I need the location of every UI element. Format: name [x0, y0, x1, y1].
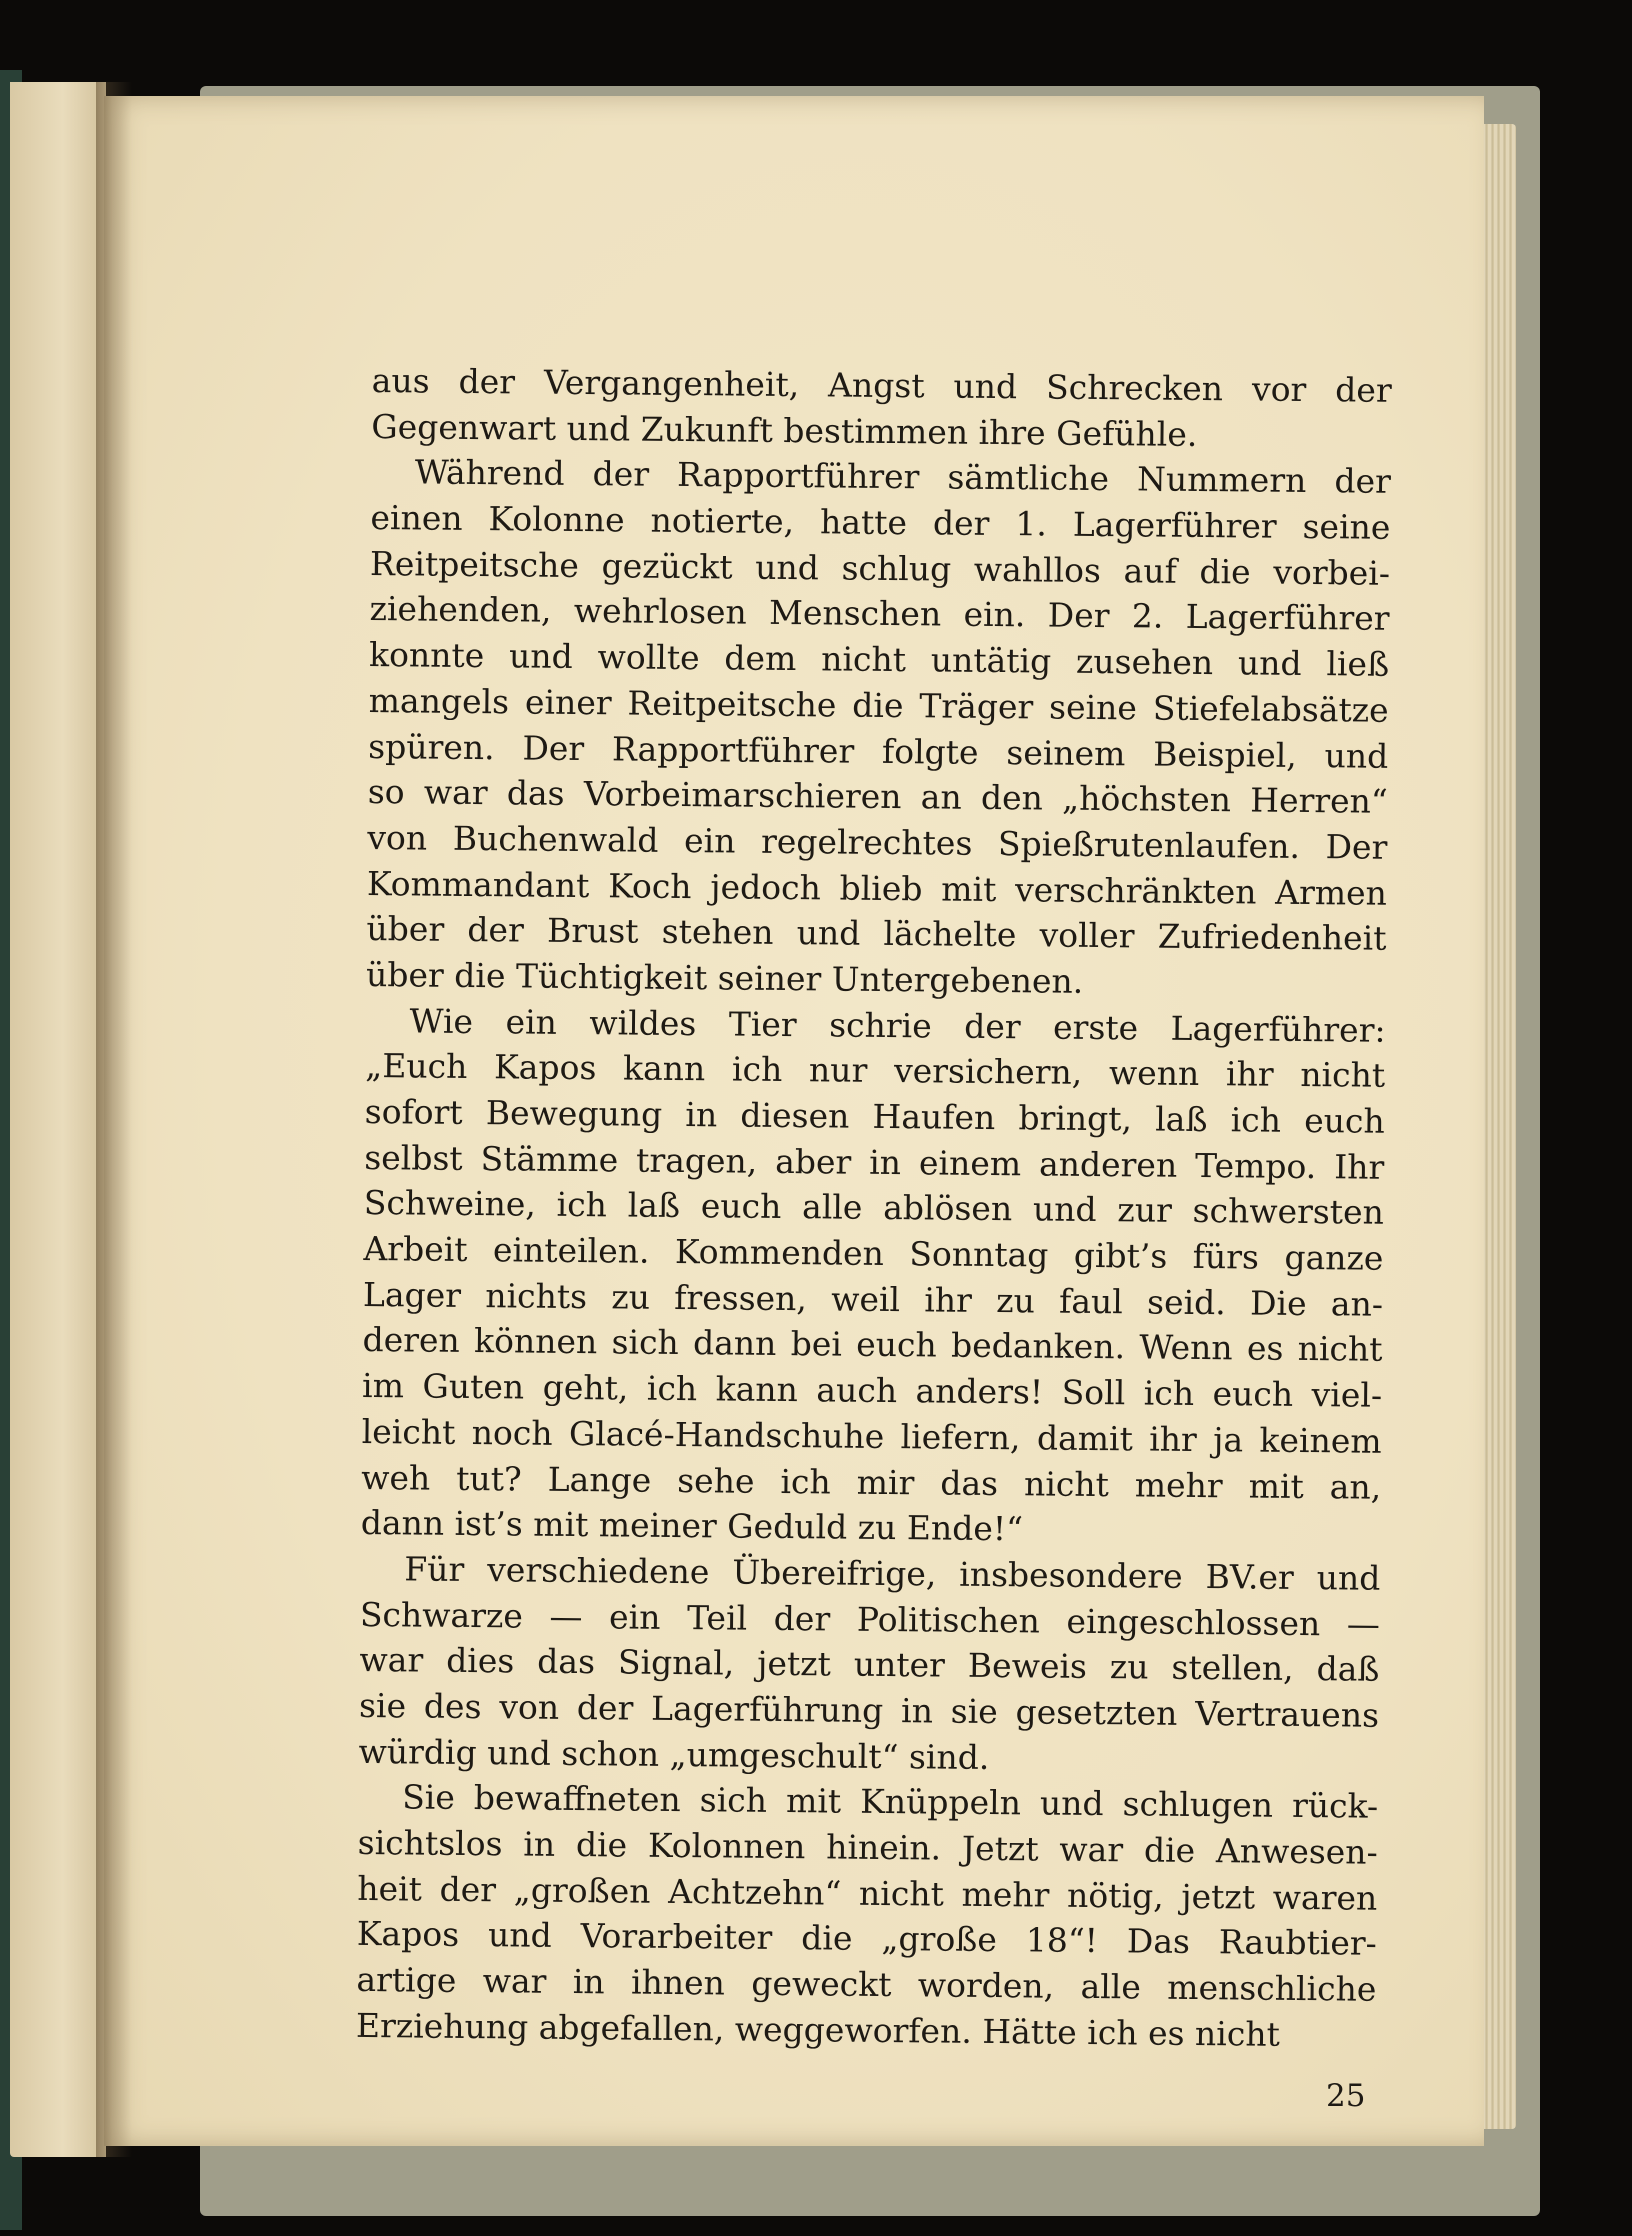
text-line: deren können sich dann bei euch bedanken. Wenn es nicht [362, 1320, 1383, 1370]
text-line: sofort Bewegung in diesen Haufen bringt, laß ich euch [364, 1091, 1385, 1141]
text-line: heit der „großen Achtzehn“ nicht mehr nötig, jetzt waren [357, 1868, 1378, 1918]
text-line: Sie bewaffneten sich mit Knüppeln und schlugen rück- [401, 1777, 1379, 1827]
page-number: 25 [1326, 2078, 1366, 2114]
text-line: „Euch Kapos kann ich nur versichern, wenn ihr nicht [365, 1046, 1386, 1096]
text-line: Schweine, ich laß euch alle ablösen und zur schwersten [363, 1183, 1385, 1233]
text-line: sie des von der Lagerführung in sie gesetzten Vertrauens [358, 1685, 1380, 1735]
text-line: dann ist’s mit meiner Geduld zu Ende!“ [360, 1503, 1024, 1549]
text-line: sichtslos in die Kolonnen hinein. Jetzt war die Anwesen- [357, 1822, 1378, 1872]
text-line: Für verschiedene Übereifrige, insbesondere BV.er und [404, 1549, 1381, 1598]
text-line: Reitpeitsche gezückt und schlug wahllos auf die vorbei- [369, 543, 1391, 593]
text-line: war dies das Signal, jetzt unter Beweis zu stellen, daß [359, 1640, 1380, 1689]
paragraph [356, 1774, 1379, 2058]
text-line: einen Kolonne notierte, hatte der 1. Lagerführer seine [370, 498, 1391, 547]
paragraph [366, 449, 1391, 1007]
text-line: Kommandant Koch jedoch blieb mit verschränkten Armen [366, 863, 1388, 913]
text-line: artige war in ihnen geweckt worden, alle menschliche [356, 1959, 1377, 2009]
text-line: über die Tüchtigkeit seiner Untergebenen. [365, 954, 1084, 1001]
left-page [10, 82, 106, 2157]
text-line: Schwarze — ein Teil der Politischen eingeschlossen — [359, 1594, 1381, 1644]
text-line: Kapos und Vorarbeiter die „große 18“! Das Raubtier- [356, 1914, 1378, 1964]
text-line: aus der Vergangenheit, Angst und Schrecken vor der [371, 360, 1392, 410]
text-line: leicht noch Glacé-Handschuhe liefern, damit ihr ja keinem [361, 1411, 1382, 1461]
text-line: weh tut? Lange sehe ich mir das nicht mehr mit an, [361, 1457, 1382, 1507]
paragraph [358, 1546, 1380, 1784]
paragraph [371, 358, 1392, 459]
text-line: spüren. Der Rapportführer folgte seinem Beispiel, und [368, 726, 1389, 776]
text-line: Erziehung abgefallen, weggeworfen. Hätte ich es nicht [355, 2005, 1281, 2054]
text-line: Gegenwart und Zukunft bestimmen ihre Gefühle. [371, 406, 1198, 454]
text-line: Arbeit einteilen. Kommenden Sonntag gibt’s fürs ganze [363, 1229, 1384, 1278]
text-line: selbst Stämme tragen, aber in einem anderen Tempo. Ihr [364, 1137, 1385, 1187]
text-line: Wie ein wildes Tier schrie der erste Lagerführer: [409, 1001, 1386, 1050]
text-line: konnte und wollte dem nicht untätig zusehen und ließ [368, 635, 1390, 684]
text-line: so war das Vorbeimarschieren an den „höchsten Herren“ [367, 772, 1388, 821]
book-page [104, 96, 1484, 2146]
text-line: Während der Rapportführer sämtliche Nummern der [414, 452, 1392, 502]
paragraph [361, 998, 1386, 1556]
text-line: Lager nichts zu fressen, weil ihr zu faul seid. Die an- [362, 1274, 1384, 1324]
page-text [356, 358, 1392, 2068]
text-line: über der Brust stehen und lächelte voller Zufriedenheit [366, 909, 1387, 959]
text-line: würdig und schon „umgeschult“ sind. [358, 1731, 990, 1777]
text-line: ziehenden, wehrlosen Menschen ein. Der 2. Lagerführer [369, 589, 1390, 639]
text-line: mangels einer Reitpeitsche die Träger seine Stiefelabsätze [368, 680, 1389, 730]
text-line: von Buchenwald ein regelrechtes Spießrutenlaufen. Der [367, 817, 1388, 867]
text-line: im Guten geht, ich kann auch anders! Soll ich euch viel- [361, 1366, 1383, 1415]
gutter-shadow [96, 82, 132, 2157]
